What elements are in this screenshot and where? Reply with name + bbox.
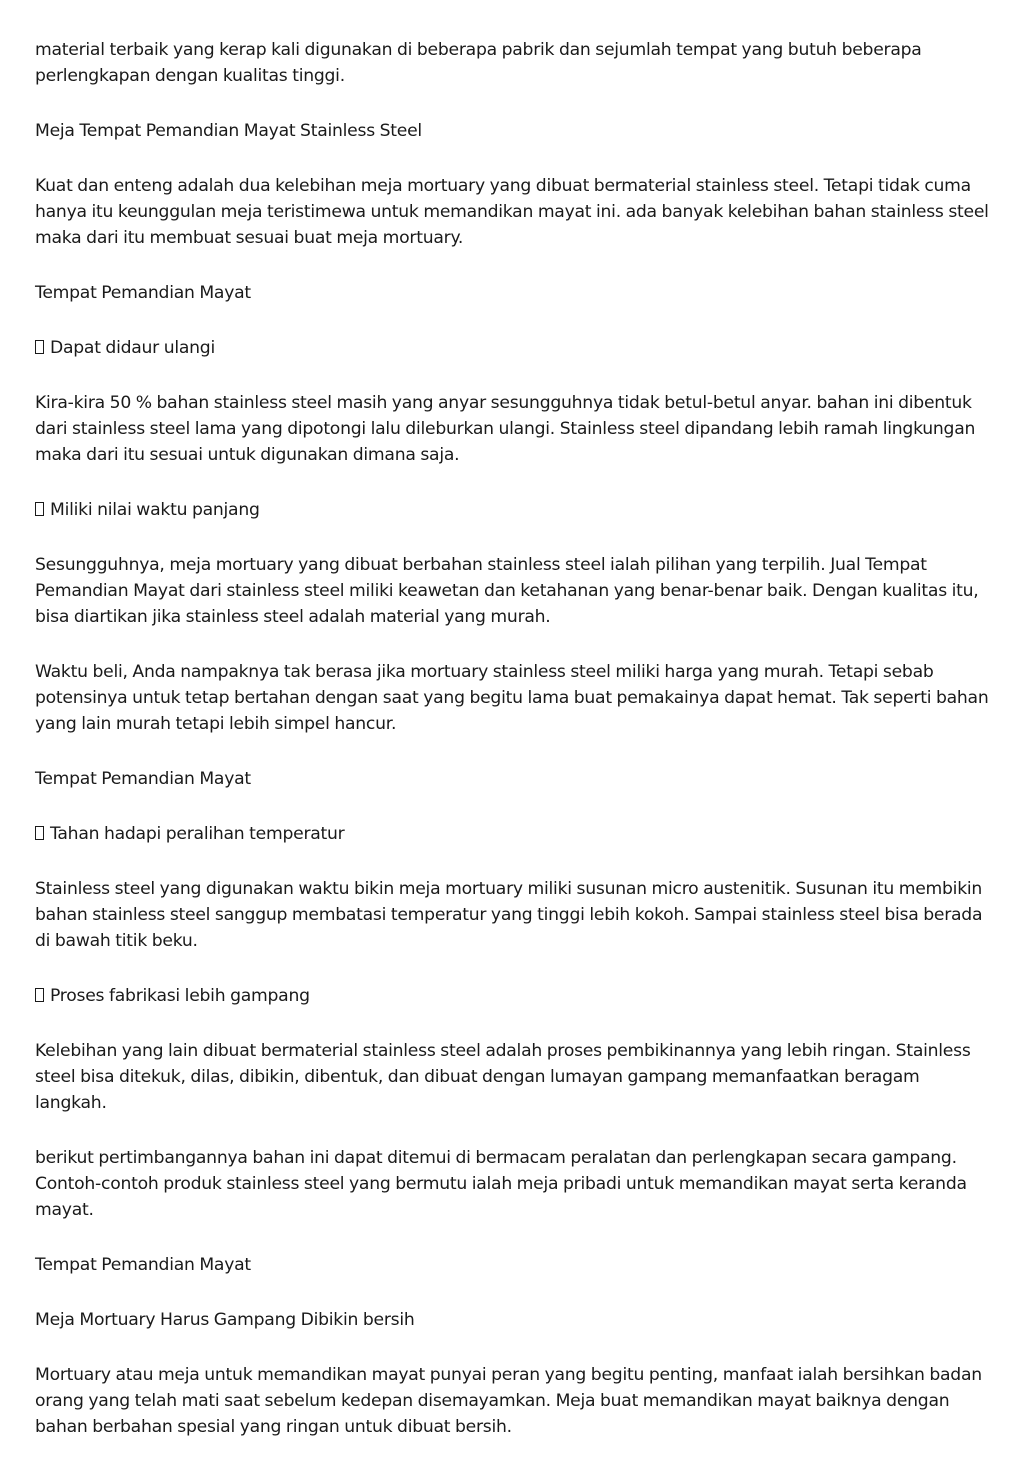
section-heading: [35, 1307, 993, 1333]
paragraph-text: Kira-kira 50 % bahan stainless steel masih yang anyar sesungguhnya tidak betul-betul anyar. bahan ini dibentuk dari stainless steel lama yang dipotongi lalu dileburkan ulangi. Stainless steel dipandang lebih ramah lingkungan maka dari itu sesuai untuk digunakan dimana saja.: [35, 393, 976, 465]
paragraph-text: Kuat dan enteng adalah dua kelebihan meja mortuary yang dibuat bermaterial stainless steel. Tetapi tidak cuma hanya itu keunggulan meja teristimewa untuk memandikan mayat ini. ada banyak kelebihan bahan stainless steel maka dari itu membuat sesuai buat meja mortuary.: [35, 176, 989, 248]
bullet-text: Proses fabrikasi lebih gampang: [50, 986, 310, 1006]
bullet-item: [35, 497, 993, 523]
paragraph: [35, 1362, 993, 1440]
heading-text: Tempat Pemandian Mayat: [35, 1255, 251, 1275]
paragraph: [35, 1145, 993, 1223]
section-heading: [35, 766, 993, 792]
section-heading: [35, 1252, 993, 1278]
paragraph: [35, 37, 993, 89]
paragraph-text: material terbaik yang kerap kali digunakan di beberapa pabrik dan sejumlah tempat yang butuh beberapa perlengkapan dengan kualitas tinggi.: [35, 40, 922, 86]
paragraph-text: berikut pertimbangannya bahan ini dapat ditemui di bermacam peralatan dan perlengkapan secara gampang. Contoh-contoh produk stainless steel yang bermutu ialah meja pribadi untuk memandikan mayat serta keranda mayat.: [35, 1148, 967, 1220]
paragraph: [35, 552, 993, 630]
paragraph: [35, 1038, 993, 1116]
bullet-text: Tahan hadapi peralihan temperatur: [50, 824, 345, 844]
paragraph-text: Waktu beli, Anda nampaknya tak berasa jika mortuary stainless steel miliki harga yang murah. Tetapi sebab potensinya untuk tetap bertahan dengan saat yang begitu lama buat pemakainya dapat hemat. Tak seperti bahan yang lain murah tetapi lebih simpel hancur.: [35, 662, 989, 734]
bullet-item: [35, 335, 993, 361]
missing-glyph-icon: [35, 826, 44, 840]
document-body: [35, 37, 993, 1469]
bullet-item: [35, 821, 993, 847]
bullet-item: [35, 983, 993, 1009]
missing-glyph-icon: [35, 502, 44, 516]
bullet-text: Miliki nilai waktu panjang: [50, 500, 260, 520]
paragraph: [35, 659, 993, 737]
paragraph-text: Stainless steel yang digunakan waktu bikin meja mortuary miliki susunan micro austenitik. Susunan itu membikin bahan stainless steel sanggup membatasi temperatur yang tinggi lebih kokoh. Sampai stainless steel bisa berada di bawah titik beku.: [35, 879, 983, 951]
paragraph: [35, 390, 993, 468]
missing-glyph-icon: [35, 988, 44, 1002]
heading-text: Meja Tempat Pemandian Mayat Stainless Steel: [35, 121, 422, 141]
paragraph: [35, 173, 993, 251]
section-heading: [35, 118, 993, 144]
paragraph: [35, 876, 993, 954]
heading-text: Meja Mortuary Harus Gampang Dibikin bersih: [35, 1310, 415, 1330]
missing-glyph-icon: [35, 340, 44, 354]
paragraph-text: Sesungguhnya, meja mortuary yang dibuat berbahan stainless steel ialah pilihan yang terpilih. Jual Tempat Pemandian Mayat dari stainless steel miliki keawetan dan ketahanan yang benar-benar baik. Dengan kualitas itu, bisa diartikan jika stainless steel adalah material yang murah.: [35, 555, 979, 627]
bullet-text: Dapat didaur ulangi: [50, 338, 215, 358]
paragraph-text: Mortuary atau meja untuk memandikan mayat punyai peran yang begitu penting, manfaat ialah bersihkan badan orang yang telah mati saat sebelum kedepan disemayamkan. Meja buat memandikan mayat baiknya dengan bahan berbahan spesial yang ringan untuk dibuat bersih.: [35, 1365, 982, 1437]
heading-text: Tempat Pemandian Mayat: [35, 769, 251, 789]
heading-text: Tempat Pemandian Mayat: [35, 283, 251, 303]
paragraph-text: Kelebihan yang lain dibuat bermaterial stainless steel adalah proses pembikinannya yang lebih ringan. Stainless steel bisa ditekuk, dilas, dibikin, dibentuk, dan dibuat dengan lumayan gampang memanfaatkan beragam langkah.: [35, 1041, 971, 1113]
section-heading: [35, 280, 993, 306]
